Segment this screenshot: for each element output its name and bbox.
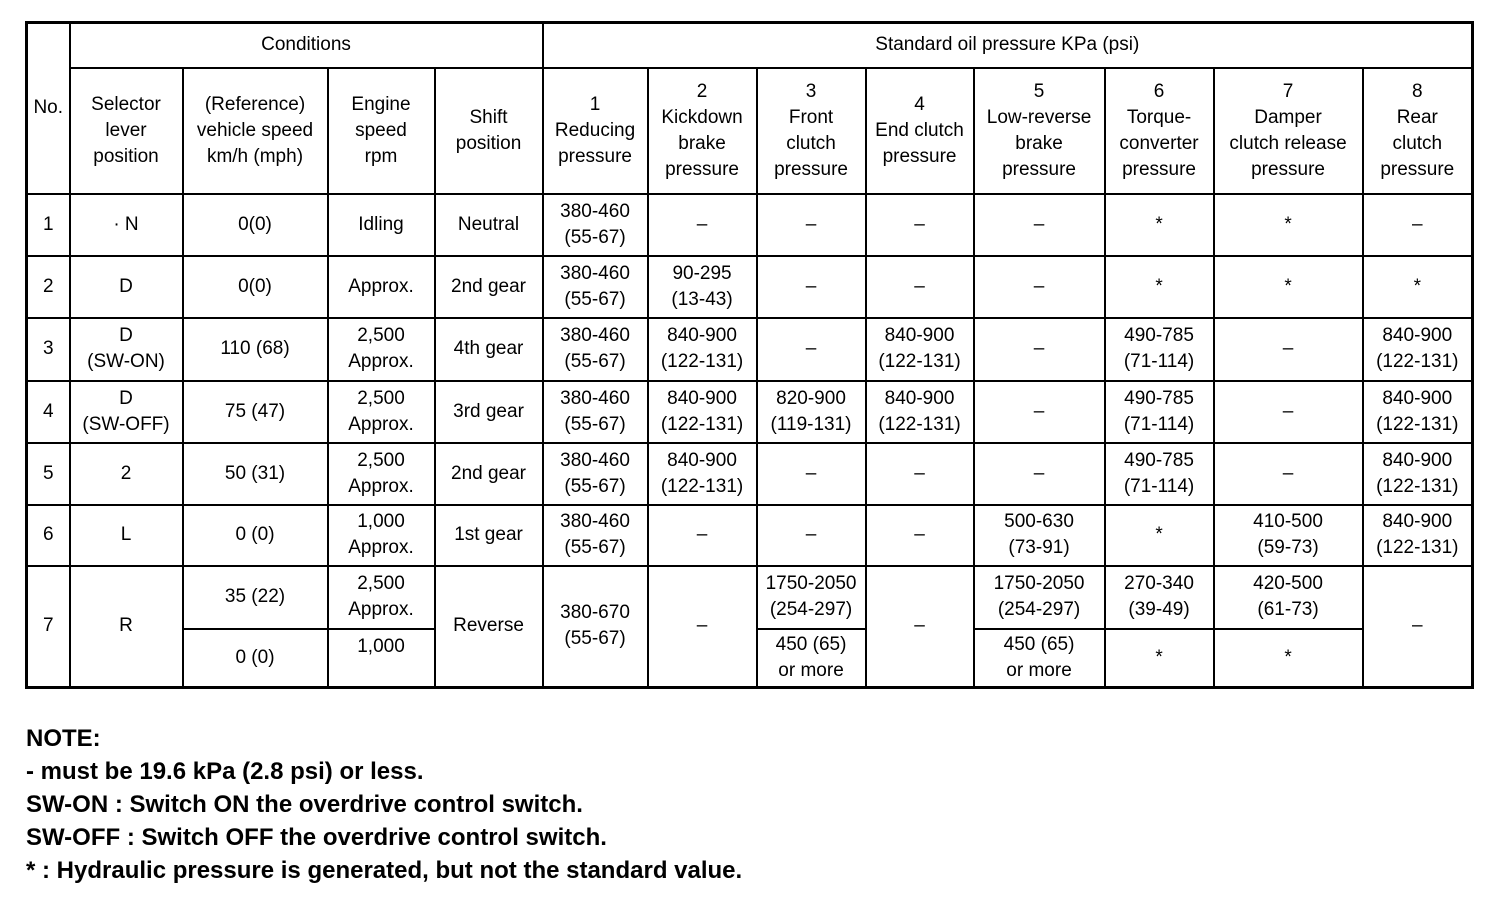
- speed-cell: 50 (31): [183, 443, 328, 505]
- pressure-cell: *: [1105, 629, 1214, 688]
- header-standard-pressure: Standard oil pressure KPa (psi): [543, 23, 1473, 68]
- shift-cell: Neutral: [435, 194, 543, 256]
- pressure-cell: –: [648, 505, 757, 566]
- pressure-cell: –: [1363, 566, 1473, 688]
- pressure-cell: 840-900 (122-131): [648, 318, 757, 381]
- rpm-cell: Idling: [328, 194, 435, 256]
- pressure-cell: –: [757, 318, 866, 381]
- pressure-cell: –: [866, 256, 974, 318]
- pressure-cell: *: [1214, 629, 1363, 688]
- header-engine-speed: Engine speed rpm: [328, 68, 435, 194]
- pressure-cell: 420-500 (61-73): [1214, 566, 1363, 629]
- pressure-cell: 840-900 (122-131): [1363, 318, 1473, 381]
- speed-cell: 0(0): [183, 194, 328, 256]
- pressure-cell: 380-460 (55-67): [543, 194, 648, 256]
- pressure-cell: *: [1363, 256, 1473, 318]
- pressure-cell: –: [757, 256, 866, 318]
- pressure-cell: –: [757, 505, 866, 566]
- header-no: No.: [27, 23, 70, 194]
- pressure-cell: –: [1214, 381, 1363, 443]
- notes-block: [26, 722, 742, 887]
- row-number: 5: [27, 443, 70, 505]
- pressure-cell: –: [974, 194, 1105, 256]
- header-front-clutch: 3 Front clutch pressure: [757, 68, 866, 194]
- table-row: [27, 443, 1473, 505]
- pressure-cell: 840-900 (122-131): [866, 381, 974, 443]
- selector-cell: · N: [70, 194, 183, 256]
- shift-cell: 2nd gear: [435, 443, 543, 505]
- pressure-cell: 90-295 (13-43): [648, 256, 757, 318]
- pressure-cell: 840-900 (122-131): [648, 381, 757, 443]
- oil-pressure-table: [25, 21, 1474, 689]
- pressure-cell: *: [1105, 194, 1214, 256]
- header-rear-clutch: 8 Rear clutch pressure: [1363, 68, 1473, 194]
- table-row: [27, 505, 1473, 566]
- selector-cell: L: [70, 505, 183, 566]
- speed-cell: 0 (0): [183, 505, 328, 566]
- pressure-cell: 840-900 (122-131): [648, 443, 757, 505]
- pressure-cell: –: [866, 505, 974, 566]
- pressure-cell: 840-900 (122-131): [866, 318, 974, 381]
- selector-cell: D (SW-OFF): [70, 381, 183, 443]
- pressure-cell: –: [974, 318, 1105, 381]
- pressure-cell: 1750-2050 (254-297): [757, 566, 866, 629]
- pressure-cell: *: [1214, 256, 1363, 318]
- note-line: - must be 19.6 kPa (2.8 psi) or less.: [26, 758, 424, 785]
- pressure-cell: –: [974, 256, 1105, 318]
- speed-cell: 0(0): [183, 256, 328, 318]
- pressure-cell: 450 (65) or more: [974, 629, 1105, 688]
- shift-cell: Reverse: [435, 566, 543, 688]
- pressure-cell: 410-500 (59-73): [1214, 505, 1363, 566]
- pressure-cell: –: [974, 443, 1105, 505]
- selector-cell: 2: [70, 443, 183, 505]
- row-number: 1: [27, 194, 70, 256]
- pressure-cell: –: [757, 194, 866, 256]
- pressure-cell: 840-900 (122-131): [1363, 381, 1473, 443]
- header-low-reverse-brake: 5 Low-reverse brake pressure: [974, 68, 1105, 194]
- pressure-cell: 840-900 (122-131): [1363, 443, 1473, 505]
- pressure-cell: *: [1214, 194, 1363, 256]
- rpm-cell: 2,500 Approx.: [328, 381, 435, 443]
- pressure-cell: 840-900 (122-131): [1363, 505, 1473, 566]
- selector-cell: D (SW-ON): [70, 318, 183, 381]
- note-line: SW-OFF : Switch OFF the overdrive control switch.: [26, 824, 607, 851]
- row-number: 4: [27, 381, 70, 443]
- rpm-cell: 1,000 Approx.: [328, 505, 435, 566]
- pressure-cell: –: [648, 194, 757, 256]
- pressure-cell: *: [1105, 256, 1214, 318]
- shift-cell: 2nd gear: [435, 256, 543, 318]
- pressure-cell: –: [866, 194, 974, 256]
- header-damper-clutch-release: 7 Damper clutch release pressure: [1214, 68, 1363, 194]
- pressure-cell: –: [648, 566, 757, 688]
- pressure-cell: –: [757, 443, 866, 505]
- rpm-cell: 2,500 Approx.: [328, 443, 435, 505]
- table-row: [27, 318, 1473, 381]
- pressure-cell: 380-460 (55-67): [543, 256, 648, 318]
- speed-cell: 0 (0): [183, 629, 328, 688]
- pressure-cell: –: [1363, 194, 1473, 256]
- row-number: 7: [27, 566, 70, 688]
- note-line: * : Hydraulic pressure is generated, but not the standard value.: [26, 857, 743, 884]
- note-heading: NOTE:: [26, 725, 101, 752]
- pressure-cell: 380-460 (55-67): [543, 505, 648, 566]
- pressure-cell: 820-900 (119-131): [757, 381, 866, 443]
- pressure-cell: –: [1214, 443, 1363, 505]
- pressure-cell: 490-785 (71-114): [1105, 318, 1214, 381]
- table-row: [27, 566, 1473, 629]
- table-row: [27, 381, 1473, 443]
- row-number: 6: [27, 505, 70, 566]
- note-line: SW-ON : Switch ON the overdrive control switch.: [26, 791, 583, 818]
- pressure-cell: 500-630 (73-91): [974, 505, 1105, 566]
- selector-cell: D: [70, 256, 183, 318]
- rpm-cell: 2,500 Approx.: [328, 318, 435, 381]
- pressure-cell: 1750-2050 (254-297): [974, 566, 1105, 629]
- row-number: 2: [27, 256, 70, 318]
- shift-cell: 1st gear: [435, 505, 543, 566]
- row-number: 3: [27, 318, 70, 381]
- rpm-cell: 2,500 Approx.: [328, 566, 435, 629]
- table-row: [27, 194, 1473, 256]
- pressure-cell: –: [866, 566, 974, 688]
- header-vehicle-speed: (Reference) vehicle speed km/h (mph): [183, 68, 328, 194]
- pressure-cell: 270-340 (39-49): [1105, 566, 1214, 629]
- pressure-cell: 450 (65) or more: [757, 629, 866, 688]
- pressure-cell: –: [974, 381, 1105, 443]
- header-selector-lever: Selector lever position: [70, 68, 183, 194]
- header-torque-converter: 6 Torque- converter pressure: [1105, 68, 1214, 194]
- shift-cell: 3rd gear: [435, 381, 543, 443]
- rpm-cell: 1,000: [328, 629, 435, 688]
- header-end-clutch: 4 End clutch pressure: [866, 68, 974, 194]
- speed-cell: 75 (47): [183, 381, 328, 443]
- header-reducing-pressure: 1 Reducing pressure: [543, 68, 648, 194]
- pressure-cell: –: [1214, 318, 1363, 381]
- rpm-cell: Approx.: [328, 256, 435, 318]
- pressure-cell: 490-785 (71-114): [1105, 381, 1214, 443]
- selector-cell: R: [70, 566, 183, 688]
- table-row: [27, 256, 1473, 318]
- pressure-cell: –: [866, 443, 974, 505]
- pressure-cell: 380-460 (55-67): [543, 443, 648, 505]
- speed-cell: 110 (68): [183, 318, 328, 381]
- header-conditions: Conditions: [70, 23, 543, 68]
- pressure-cell: 380-670 (55-67): [543, 566, 648, 688]
- header-kickdown-brake: 2 Kickdown brake pressure: [648, 68, 757, 194]
- pressure-cell: 380-460 (55-67): [543, 381, 648, 443]
- speed-cell: 35 (22): [183, 566, 328, 629]
- pressure-cell: 490-785 (71-114): [1105, 443, 1214, 505]
- header-shift-position: Shift position: [435, 68, 543, 194]
- pressure-cell: 380-460 (55-67): [543, 318, 648, 381]
- shift-cell: 4th gear: [435, 318, 543, 381]
- pressure-cell: *: [1105, 505, 1214, 566]
